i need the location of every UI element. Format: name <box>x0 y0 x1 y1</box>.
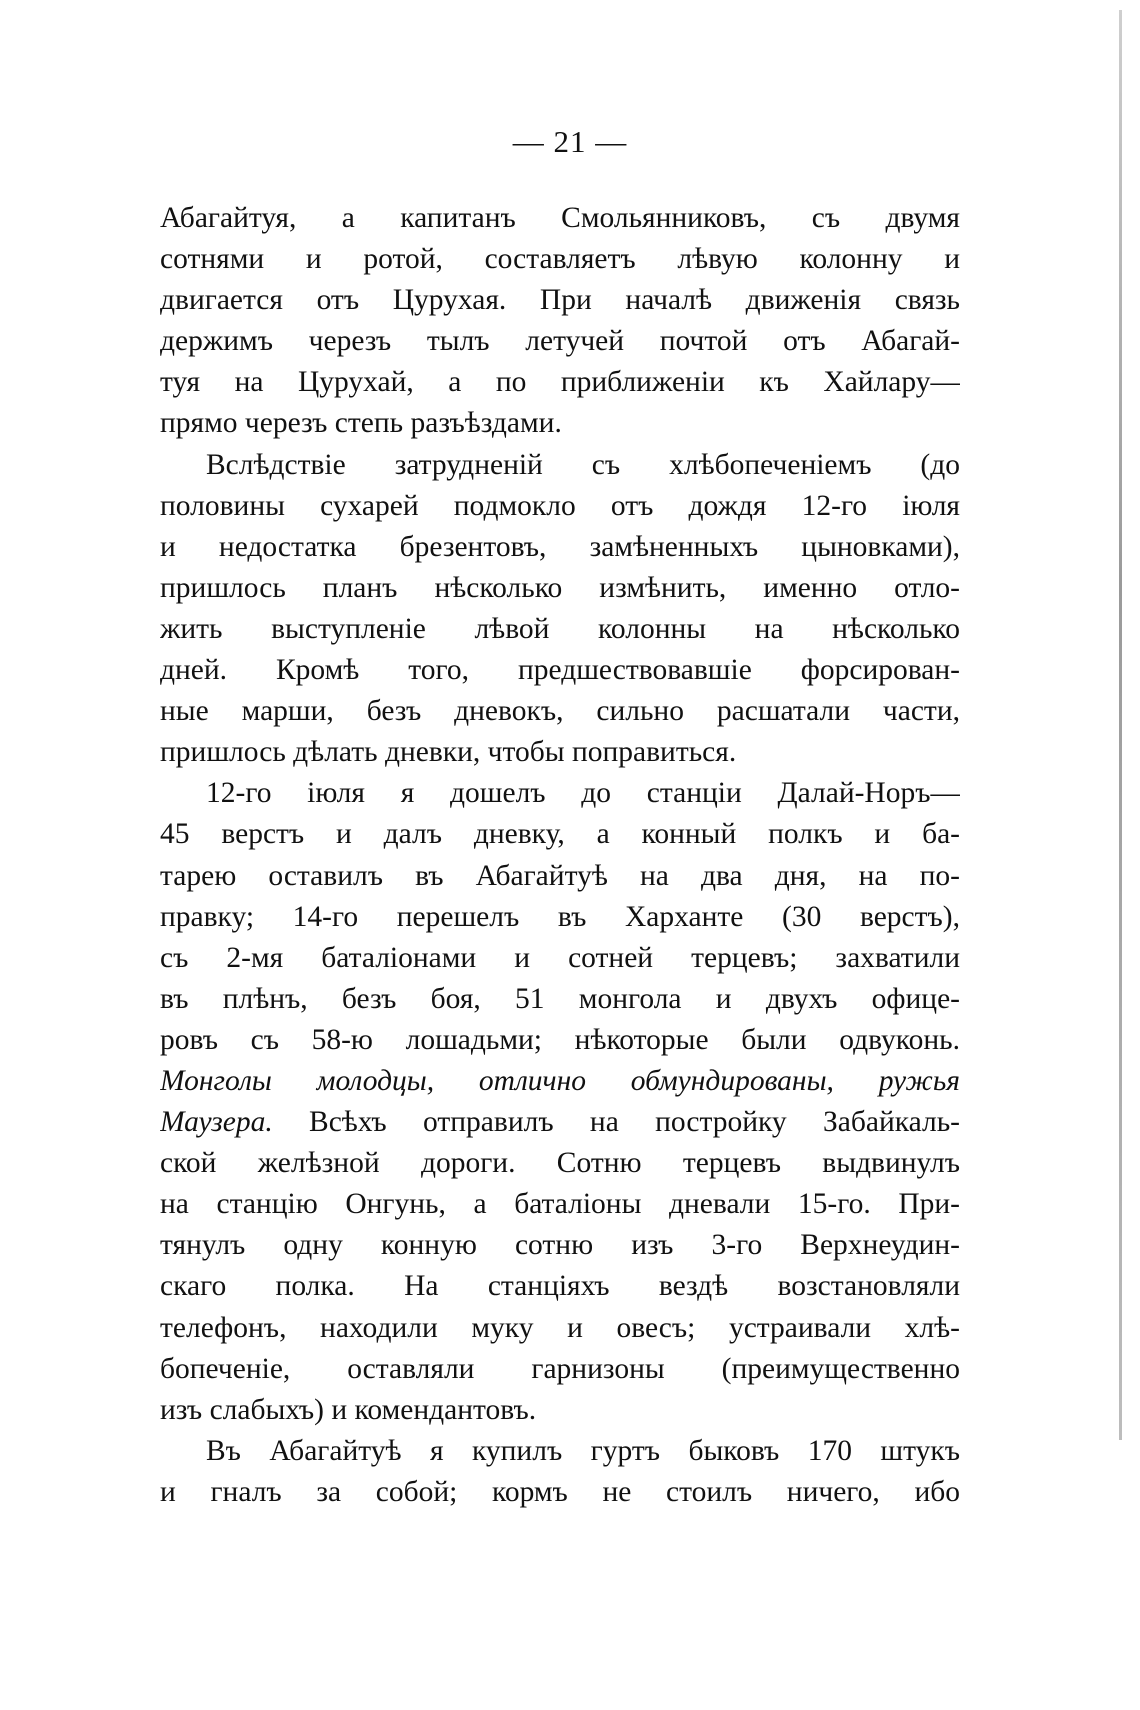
text-line: держимъ черезъ тылъ летучей почтой отъ Абагай- <box>160 325 960 358</box>
text-line: Вслѣдствіе затрудненій съ хлѣбопеченіемъ (до <box>206 448 960 481</box>
text-line: жить выступленіе лѣвой колонны на нѣсколько <box>160 612 960 645</box>
text-line: изъ слабыхъ) и комендантовъ. <box>160 1393 537 1426</box>
text-line: пришлось дѣлать дневки, чтобы поправиться. <box>160 736 737 769</box>
text-line: двигается отъ Цурухая. При началѣ движенія связь <box>160 284 960 317</box>
text-line: и гналъ за собой; кормъ не стоилъ ничего, ибо <box>160 1475 960 1508</box>
text-line: пришлось планъ нѣсколько измѣнить, именно отло- <box>160 571 960 604</box>
text-line: ные марши, безъ дневокъ, сильно расшатали части, <box>160 695 960 728</box>
text-line: скаго полка. На станціяхъ вездѣ возстановляли <box>160 1270 960 1303</box>
text-line: съ 2-мя баталіонами и сотней терцевъ; захватили <box>160 941 960 974</box>
text-line: 12-го іюля я дошелъ до станціи Далай-Норъ— <box>206 777 960 810</box>
text-line: дней. Кромѣ того, предшествовавшіе форсирован- <box>160 654 960 687</box>
text-line: бопеченіе, оставляли гарнизоны (преимущественно <box>160 1352 960 1385</box>
text-line: сотнями и ротой, составляетъ лѣвую колонну и <box>160 243 960 276</box>
text-line: правку; 14-го перешелъ въ Харханте (30 верстъ), <box>160 900 960 933</box>
text-line: тарею оставилъ въ Абагайтуѣ на два дня, на по- <box>160 859 960 892</box>
text-line: 45 верстъ и далъ дневку, а конный полкъ и ба- <box>160 818 960 851</box>
text-line: въ плѣнъ, безъ боя, 51 монгола и двухъ офице- <box>160 982 960 1015</box>
text-line: прямо черезъ степь разъѣздами. <box>160 407 562 440</box>
text-line: ровъ съ 58-ю лошадьми; нѣкоторые были одвуконь. <box>160 1023 960 1056</box>
text-line: тянулъ одну конную сотню изъ 3-го Верхнеудин- <box>160 1229 960 1262</box>
text-line: на станцію Онгунь, а баталіоны дневали 15-го. При- <box>160 1188 960 1221</box>
page-number: — 21 — <box>512 124 628 159</box>
body-text <box>160 198 960 1513</box>
italic-phrase: Маузера. <box>160 1106 273 1139</box>
text-line-italic: Монголы молодцы, отлично обмундированы, ружья <box>160 1064 960 1097</box>
text-line: телефонъ, находили муку и овесъ; устраивали хлѣ- <box>160 1311 960 1344</box>
text-line: Въ Абагайтуѣ я купилъ гуртъ быковъ 170 штукъ <box>206 1434 960 1467</box>
text-line-mixed <box>160 1102 960 1143</box>
page-edge-shadow <box>1119 10 1122 1440</box>
text-line: Абагайтуя, а капитанъ Смольянниковъ, съ двумя <box>160 202 960 234</box>
text-line: туя на Цурухай, а по приближеніи къ Хайлару— <box>160 366 960 399</box>
text-line: половины сухарей подмокло отъ дождя 12-го іюля <box>160 489 960 522</box>
text-line: ской желѣзной дороги. Сотню терцевъ выдвинулъ <box>160 1147 960 1180</box>
text-run: Всѣхъ отправилъ на постройку Забайкаль- <box>272 1106 960 1139</box>
text-line: и недостатка брезентовъ, замѣненныхъ цыновками), <box>160 530 960 563</box>
